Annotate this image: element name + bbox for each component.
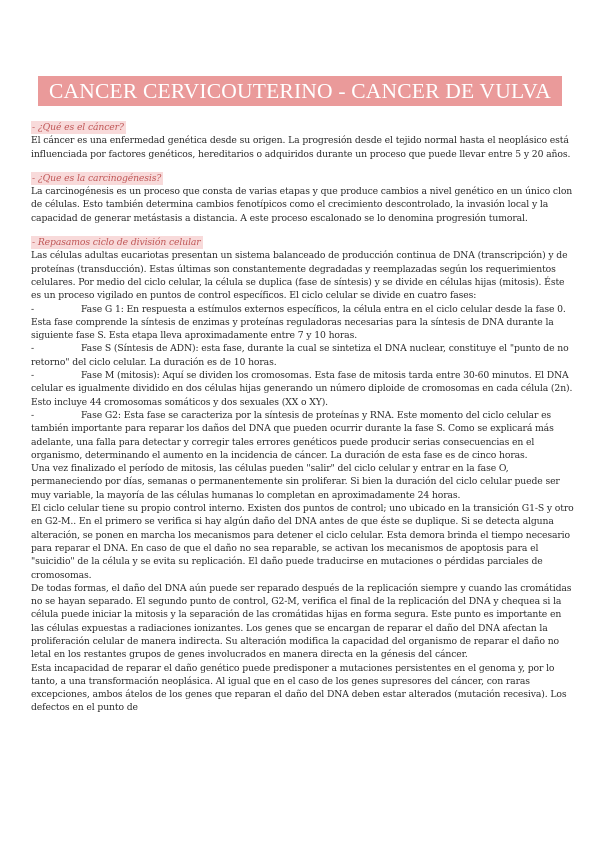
list-dash: - (31, 303, 35, 315)
paragraph: Esta incapacidad de reparar el daño genético puede predisponer a mutaciones persistentes en el genoma y, por lo tanto, a una transformación neoplásica. Al igual que en el caso de los genes supresores del cáncer, con raras excepciones, ambos átelos de los genes que reparan el daño del DNA deben estar alterados (mutación recesiva). Los defectos en el punto de (31, 662, 567, 714)
section-ciclo-celular (31, 235, 576, 715)
section-heading: - ¿Qué es el cáncer? (32, 122, 124, 133)
phase-item-m (31, 369, 576, 409)
page-title: CANCER CERVICOUTERINO - CANCER DE VULVA (48, 78, 551, 103)
phase-item-s (31, 342, 576, 369)
section-que-es-cancer (31, 120, 576, 161)
paragraph: El ciclo celular tiene su propio control interno. Existen dos puntos de control; uno ubicado en la transición G1-S y otro en G2-M.. En el primero se verifica si hay algún daño del DNA antes de que éste se duplique. Si se detecta alguna alteración, se ponen en marcha los mecanismos para detener el ciclo celular. Esta demora brinda el tiempo necesario para reparar el DNA. En caso de que el daño no sea reparable, se activan los mecanismos de apoptosis para el "suicidio" de la célula y se evita su replicación. El daño puede traducirse en mutaciones o pérdidas parciales de cromosomas. (31, 503, 574, 581)
phase-text: Fase G 1: En respuesta a estímulos externos específicos, la célula entra en el ciclo celular desde la fase 0. Esta fase comprende la síntesis de enzimas y proteínas reguladoras necesarias para la síntesis de DNA durante la siguiente fase S. Esta etapa lleva aproximadamente entre 7 y 10 horas. (31, 303, 566, 342)
section-heading: - ¿Que es la carcinogénesis? (32, 172, 162, 184)
title-banner (38, 76, 562, 106)
phase-item-g1 (31, 303, 576, 343)
section-heading: - Repasamos ciclo de división celular (32, 237, 201, 249)
phase-item-g2 (31, 409, 576, 462)
paragraph: De todas formas, el daño del DNA aún puede ser reparado después de la replicación siempre y cuando las cromátidas no se hayan separado. El segundo punto de control, G2-M, verifica el final de la replicación del DNA y chequea si la célula puede iniciar la mitosis y la separación de las cromátidas hijas en forma segura. Este punto es importante en las células expuestas a radiaciones ionizantes. Los genes que se encargan de reparar el daño del DNA afectan la proliferación celular de manera indirecta. Su alteración modifica la capacidad del organismo de reparar el daño no letal en los restantes grupos de genes involucrados en manera directa en la génesis del cáncer. (31, 582, 572, 661)
phase-text: Fase M (mitosis): Aquí se dividen los cromosomas. Esta fase de mitosis tarda entre 30-60 minutos. El DNA celular es igualmente dividido en dos células hijas generando un número diploide de cromosomas en cada célula (2n). Esto incluye 44 cromosomas somáticos y dos sexuales (XX o XY). (31, 370, 573, 408)
phase-text: Fase S (Síntesis de ADN): esta fase, durante la cual se sintetiza el DNA nuclear, constituye el "punto de no retorno" del ciclo celular. La duración es de 10 horas. (31, 343, 569, 368)
paragraph: Las células adultas eucariotas presentan un sistema balanceado de producción continua de DNA (transcripción) y de proteínas (transducción). Estas últimas son constantemente degradadas y reemplazadas según los requerimientos celulares. Por medio del ciclo celular, la célula se duplica (fase de síntesis) y se divide en células hijas (mitosis). Éste es un proceso vigilado en puntos de control específicos. El ciclo celular se divide en cuatro fases: (31, 250, 568, 302)
paragraph: Una vez finalizado el período de mitosis, las células pueden "salir" del ciclo celular y entrar en la fase O, permaneciendo por días, semanas o permanentemente sin proliferar. Si bien la duración del ciclo celular puede ser muy variable, la mayoría de las células humanas lo completan en aproximadamente 24 horas. (31, 463, 560, 501)
section-carcinogenesis (31, 171, 576, 225)
document-body (31, 120, 576, 715)
paragraph: La carcinogénesis es un proceso que consta de varias etapas y que produce cambios a nivel genético en un único clon de células. Esto también determina cambios fenotípicos como el crecimiento descontrolado, la invasión local y la capacidad de generar metástasis a distancia. A este proceso escalonado se lo denomina progresión tumoral. (31, 186, 573, 224)
phase-text: Fase G2: Esta fase se caracteriza por la síntesis de proteínas y RNA. Este momento del ciclo celular es también importante para reparar los daños del DNA que pueden ocurrir durante la fase S. Como se explicará más adelante, una falla para detectar y corregir tales errores genéticos puede producir serias consecuencias en el organismo, determinando el aumento en la incidencia de cáncer. La duración de esta fase es de cinco horas. (31, 409, 554, 461)
list-dash: - (31, 370, 35, 382)
paragraph: El cáncer es una enfermedad genética desde su origen. La progresión desde el tejido normal hasta el neoplásico está influenciada por factores genéticos, hereditarios o adquiridos durante un proceso que puede llevar entre 5 y 20 años. (31, 135, 571, 160)
list-dash: - (31, 343, 35, 355)
list-dash: - (31, 409, 35, 421)
